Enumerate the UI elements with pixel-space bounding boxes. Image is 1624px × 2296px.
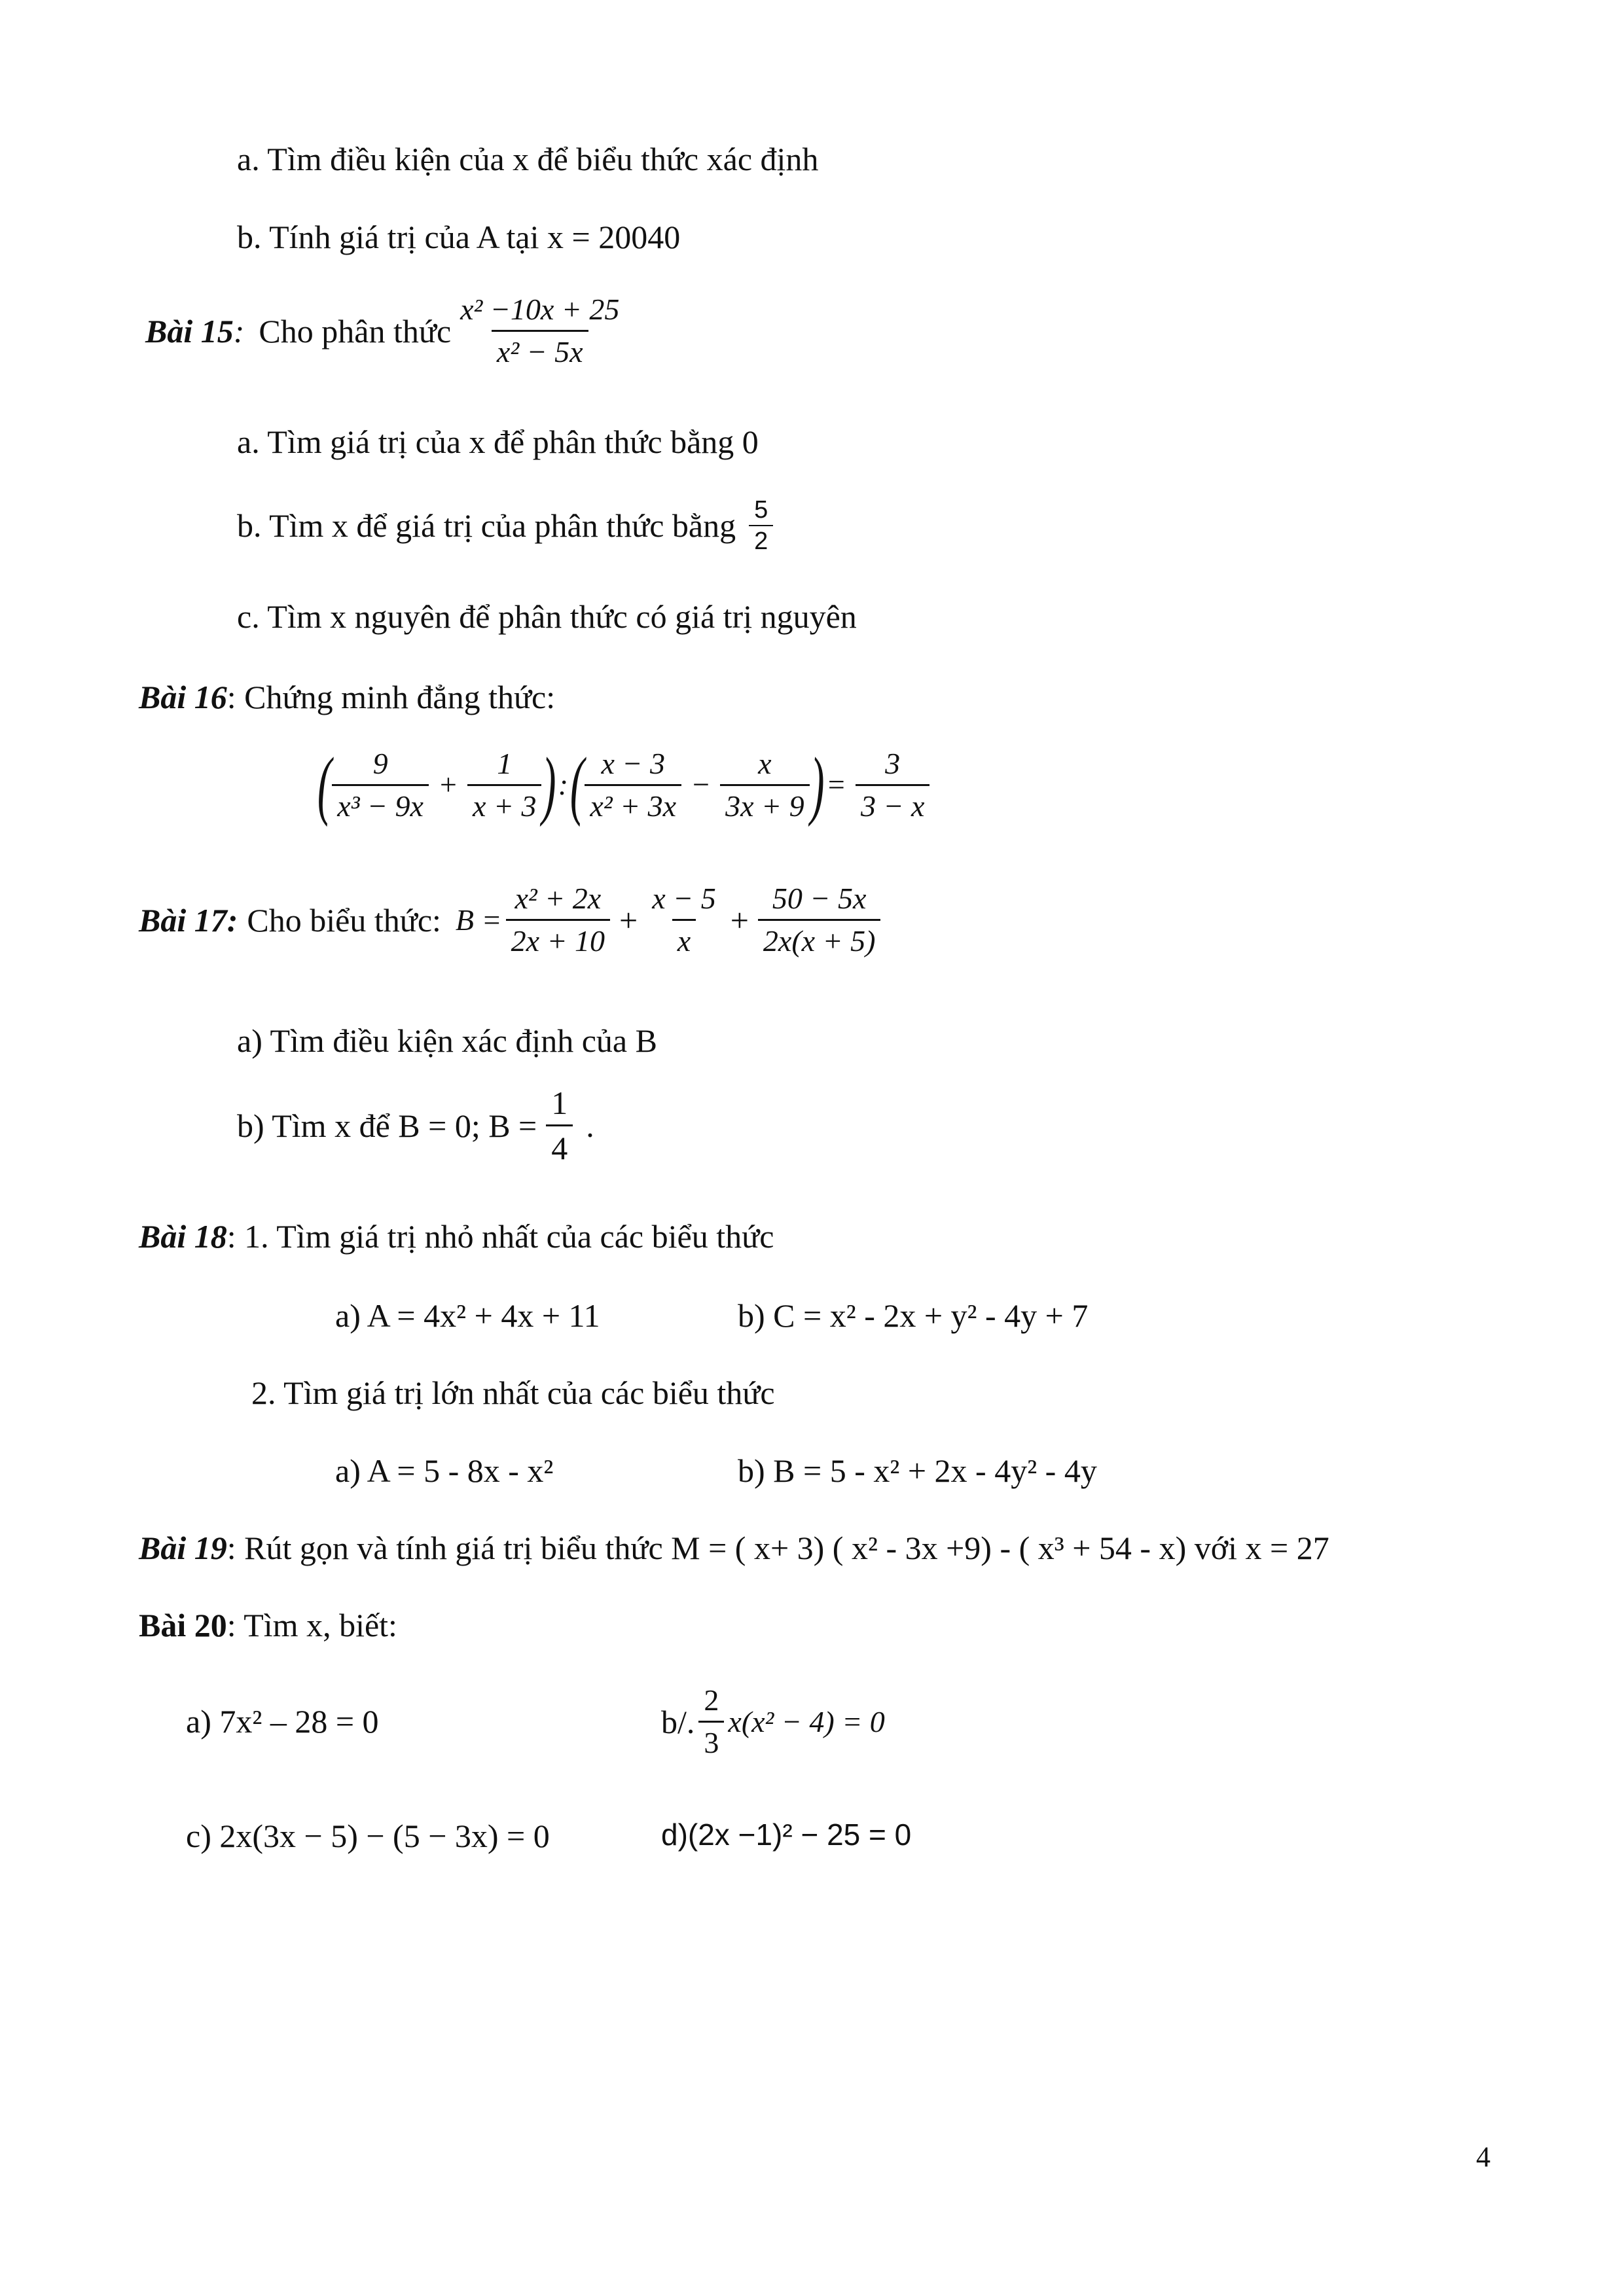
minus-sign: − xyxy=(691,768,712,801)
fraction-numerator: x − 3 xyxy=(601,746,665,780)
bai16-identity xyxy=(317,742,933,827)
fraction-numerator: 5 xyxy=(754,496,768,524)
bai15-heading xyxy=(145,295,628,367)
item-a-condition: a. Tìm điều kiện của x để biểu thức xác định xyxy=(237,141,819,177)
fraction-denominator: x xyxy=(672,919,696,956)
bai16-text: : Chứng minh đẳng thức: xyxy=(226,679,556,715)
right-paren: ) xyxy=(542,742,556,827)
bai17-fraction-3 xyxy=(758,884,881,956)
fraction-denominator: x + 3 xyxy=(467,784,541,821)
bai16-fraction-4 xyxy=(720,746,809,823)
bai15-text: Cho phân thức xyxy=(259,312,452,350)
bai19-line xyxy=(139,1532,1329,1564)
fraction-denominator: x² − 5x xyxy=(492,330,588,367)
plus-sign: + xyxy=(730,901,749,939)
fraction-denominator: 2 xyxy=(749,525,773,554)
period: . xyxy=(586,1107,594,1144)
fraction-numerator: x − 5 xyxy=(652,882,716,915)
bai20-text: : Tìm x, biết: xyxy=(226,1607,397,1643)
five-halves-fraction xyxy=(749,497,773,554)
bai20-item-a: a) 7x² – 28 = 0 xyxy=(186,1703,379,1740)
bai19-label: Bài 19 xyxy=(139,1530,227,1566)
right-paren: ) xyxy=(810,742,825,827)
bai18-part1-b: b) C = x² - 2x + y² - 4y + 7 xyxy=(738,1297,1089,1334)
bai15-item-b-text: b. Tìm x để giá trị của phân thức bằng xyxy=(237,507,736,544)
fraction-denominator: 3 − x xyxy=(856,784,929,821)
equals-sign: = xyxy=(825,768,846,801)
fraction-numerator: 1 xyxy=(497,746,513,780)
bai18-part1-a: a) A = 4x² + 4x + 11 xyxy=(335,1297,600,1334)
fraction-numerator: 9 xyxy=(372,746,388,780)
fraction-numerator: x² −10x + 25 xyxy=(460,293,620,326)
bai20-heading xyxy=(139,1609,397,1641)
bai20-item-d: d)(2x −1)² − 25 = 0 xyxy=(661,1818,912,1852)
fraction-numerator: 50 − 5x xyxy=(772,882,867,915)
bai17-heading xyxy=(139,884,884,956)
one-quarter-fraction xyxy=(546,1086,573,1164)
bai20-label: Bài 20 xyxy=(139,1607,227,1643)
bai15-colon: : xyxy=(233,312,245,350)
bai15-item-c: c. Tìm x nguyên để phân thức có giá trị nguyên xyxy=(237,598,857,635)
division-sign: : xyxy=(558,768,569,801)
bai17-text: Cho biểu thức: xyxy=(247,901,441,939)
bai17-fraction-2 xyxy=(647,884,721,956)
bai17-item-b-text: b) Tìm x để B = 0; B = xyxy=(237,1107,537,1144)
bai17-label: Bài 17: xyxy=(139,901,238,939)
bai18-part2-heading: 2. Tìm giá trị lớn nhất của các biểu thức xyxy=(251,1374,775,1411)
fraction-denominator: x² + 3x xyxy=(585,784,681,821)
fraction-numerator: 3 xyxy=(885,746,901,780)
fraction-denominator: 3x + 9 xyxy=(720,784,809,821)
bai18-heading xyxy=(139,1220,774,1253)
bai20-item-c: c) 2x(3x − 5) − (5 − 3x) = 0 xyxy=(186,1818,550,1854)
bai16-heading xyxy=(139,681,555,713)
bai19-text: : Rút gọn và tính giá trị biểu thức M = ( x+ 3) ( x² - 3x +9) - ( x³ + 54 - x) với x = 27 xyxy=(226,1530,1329,1566)
plus-sign: + xyxy=(619,901,638,939)
bai20-item-b-label: b/. xyxy=(661,1703,695,1740)
left-paren: ( xyxy=(317,742,332,827)
fraction-denominator: 2x(x + 5) xyxy=(758,919,881,956)
page-number: 4 xyxy=(1476,2141,1490,2173)
bai20-item-b-expression: x(x² − 4) = 0 xyxy=(728,1704,885,1738)
bai17-item-b xyxy=(237,1086,594,1164)
bai17-fraction-1 xyxy=(506,884,610,956)
bai15-fraction xyxy=(455,295,624,367)
fraction-denominator: 4 xyxy=(546,1124,573,1164)
fraction-denominator: 3 xyxy=(698,1721,724,1758)
bai15-item-b xyxy=(237,497,777,554)
bai17-lhs: B = xyxy=(455,903,502,937)
bai16-label: Bài 16 xyxy=(139,679,227,715)
bai18-part2-a: a) A = 5 - 8x - x² xyxy=(335,1452,554,1489)
bai18-part2-b: b) B = 5 - x² + 2x - 4y² - 4y xyxy=(738,1452,1097,1489)
left-paren: ( xyxy=(569,742,585,827)
bai15-item-a: a. Tìm giá trị của x để phân thức bằng 0 xyxy=(237,423,759,460)
fraction-numerator: x xyxy=(758,746,772,780)
bai15-label: Bài 15 xyxy=(145,312,234,350)
fraction-numerator: 2 xyxy=(704,1683,719,1717)
bai16-fraction-3 xyxy=(585,746,681,823)
item-b-value: b. Tính giá trị của A tại x = 20040 xyxy=(237,219,681,255)
bai16-fraction-2 xyxy=(467,746,541,823)
fraction-denominator: 2x + 10 xyxy=(506,919,610,956)
bai18-text: : 1. Tìm giá trị nhỏ nhất của các biểu thức xyxy=(226,1218,774,1255)
bai20-item-b xyxy=(661,1685,885,1758)
two-thirds-fraction xyxy=(698,1685,724,1758)
bai18-label: Bài 18 xyxy=(139,1218,227,1255)
bai16-fraction-1 xyxy=(332,746,429,823)
bai17-item-a: a) Tìm điều kiện xác định của B xyxy=(237,1022,657,1059)
bai16-fraction-5 xyxy=(856,746,929,823)
fraction-numerator: 1 xyxy=(551,1085,568,1121)
fraction-numerator: x² + 2x xyxy=(514,882,602,915)
plus-sign: + xyxy=(437,768,459,801)
fraction-denominator: x³ − 9x xyxy=(332,784,429,821)
